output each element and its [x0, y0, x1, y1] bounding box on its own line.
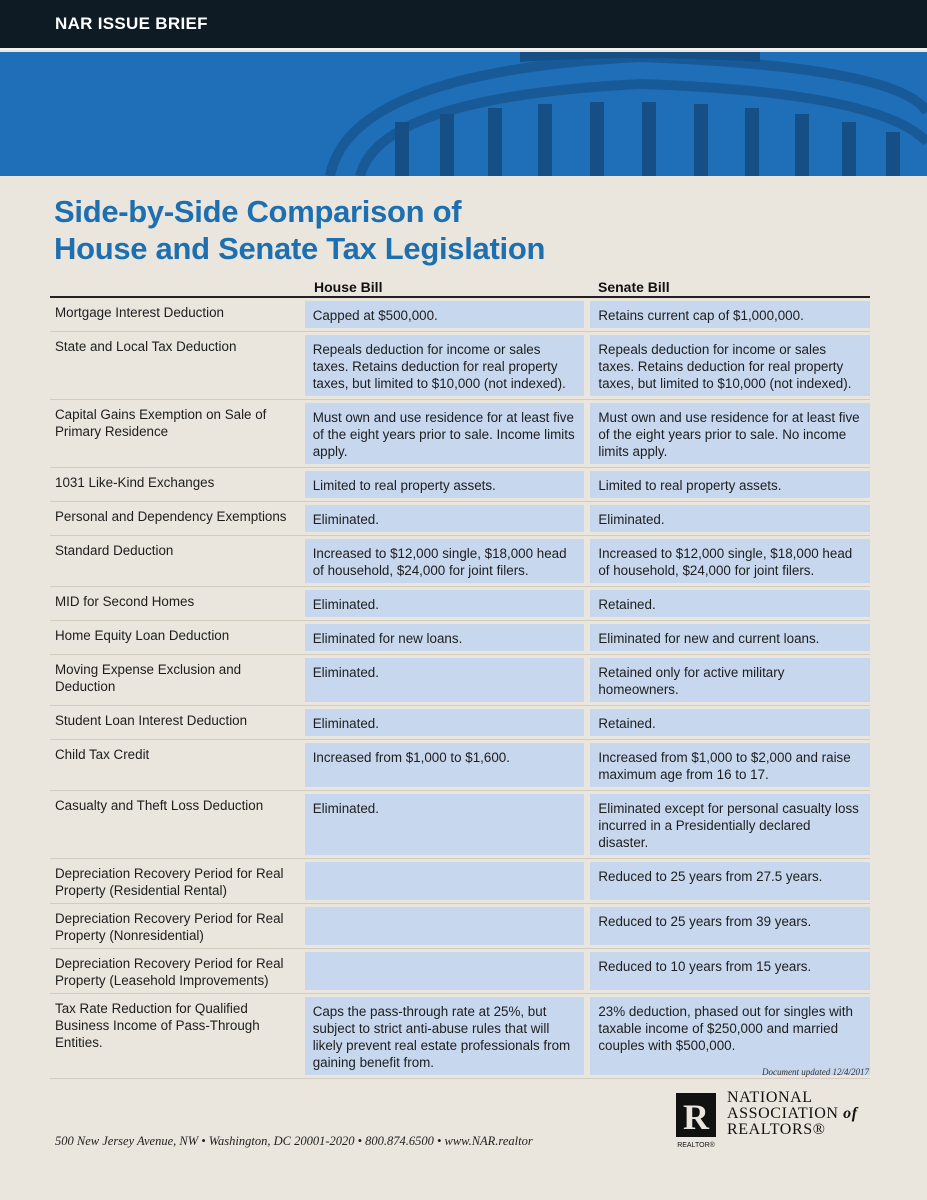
row-label: Home Equity Loan Deduction [55, 628, 230, 643]
row-label: Depreciation Recovery Period for Real Property (Residential Rental) [55, 866, 284, 898]
senate-bill-cell: Eliminated for new and current loans. [590, 624, 870, 651]
realtor-mark-caption: REALTOR® [677, 1142, 715, 1149]
table-row [50, 655, 870, 706]
issue-brief-label: NAR ISSUE BRIEF [55, 14, 208, 33]
row-label: Standard Deduction [55, 543, 174, 558]
row-label: Child Tax Credit [55, 747, 150, 762]
row-label: State and Local Tax Deduction [55, 339, 237, 354]
senate-bill-cell: Retained. [590, 709, 870, 736]
senate-bill-cell: Limited to real property assets. [590, 471, 870, 498]
row-label: MID for Second Homes [55, 594, 195, 609]
table-row [50, 904, 870, 949]
table-row [50, 502, 870, 536]
senate-bill-cell: Eliminated except for personal casualty loss incurred in a Presidentially declared disaster. [590, 794, 870, 855]
senate-bill-cell: Retained only for active military homeowners. [590, 658, 870, 702]
table-row [50, 587, 870, 621]
senate-bill-cell: Eliminated. [590, 505, 870, 532]
row-label: Moving Expense Exclusion and Deduction [55, 662, 242, 694]
house-bill-cell: Eliminated. [305, 794, 585, 855]
house-bill-cell: Caps the pass-through rate at 25%, but subject to strict anti-abuse rules that will likely prevent real estate professionals from gaining benefit from. [305, 997, 585, 1075]
updated-note: Document updated 12/4/2017 [762, 1067, 869, 1077]
senate-bill-cell: Repeals deduction for income or sales taxes. Retains deduction for real property taxes, but limited to $10,000 (not indexed). [590, 335, 870, 396]
house-bill-cell: Limited to real property assets. [305, 471, 585, 498]
table-row [50, 468, 870, 502]
senate-bill-header: Senate Bill [598, 279, 670, 295]
row-label: Capital Gains Exemption on Sale of Primary Residence [55, 407, 267, 439]
table-row [50, 621, 870, 655]
wordmark-line-1: NATIONAL [727, 1089, 813, 1106]
table-row [50, 536, 870, 587]
senate-bill-cell: Must own and use residence for at least five of the eight years prior to sale. No income limits apply. [590, 403, 870, 464]
table-row [50, 859, 870, 904]
house-bill-cell: Eliminated. [305, 658, 585, 702]
row-label: Tax Rate Reduction for Qualified Business Income of Pass-Through Entities. [55, 1001, 260, 1050]
row-label: 1031 Like-Kind Exchanges [55, 475, 215, 490]
house-bill-cell: Increased from $1,000 to $1,600. [305, 743, 585, 787]
house-bill-cell: Must own and use residence for at least five of the eight years prior to sale. Income limits apply. [305, 403, 585, 464]
row-label: Depreciation Recovery Period for Real Property (Leasehold Improvements) [55, 956, 284, 988]
capitol-dome-graphic [0, 52, 927, 176]
senate-bill-cell: Increased from $1,000 to $2,000 and raise maximum age from 16 to 17. [590, 743, 870, 787]
senate-bill-cell: Reduced to 10 years from 15 years. [590, 952, 870, 990]
house-bill-cell: Eliminated for new loans. [305, 624, 585, 651]
house-bill-cell: Eliminated. [305, 709, 585, 736]
row-label: Casualty and Theft Loss Deduction [55, 798, 264, 813]
comparison-table [50, 298, 870, 1079]
wordmark-of: of [843, 1105, 858, 1122]
top-bar [0, 0, 927, 50]
senate-bill-cell: Retained. [590, 590, 870, 617]
footer-address: 500 New Jersey Avenue, NW • Washington, DC 20001-2020 • 800.874.6500 • www.NAR.realtor [55, 1134, 533, 1148]
senate-bill-cell: Reduced to 25 years from 39 years. [590, 907, 870, 945]
house-bill-cell: Eliminated. [305, 505, 585, 532]
house-bill-header: House Bill [314, 279, 383, 295]
row-label: Depreciation Recovery Period for Real Property (Nonresidential) [55, 911, 284, 943]
table-row [50, 298, 870, 332]
senate-bill-cell: 23% deduction, phased out for singles with taxable income of $250,000 and married couples with $500,000. [590, 997, 870, 1075]
row-label: Personal and Dependency Exemptions [55, 509, 287, 524]
wordmark-line-3: REALTORS® [727, 1121, 826, 1138]
row-label: Mortgage Interest Deduction [55, 305, 224, 320]
title-line-1: Side-by-Side Comparison of [54, 194, 462, 229]
title-line-2: House and Senate Tax Legislation [54, 231, 546, 266]
house-bill-cell: Repeals deduction for income or sales taxes. Retains deduction for real property taxes, but limited to $10,000 (not indexed). [305, 335, 585, 396]
house-bill-cell [305, 862, 585, 900]
senate-bill-cell: Increased to $12,000 single, $18,000 head of household, $24,000 for joint filers. [590, 539, 870, 583]
page-title [54, 193, 545, 267]
table-row [50, 332, 870, 400]
table-row [50, 791, 870, 859]
house-bill-cell: Increased to $12,000 single, $18,000 head of household, $24,000 for joint filers. [305, 539, 585, 583]
house-bill-cell [305, 907, 585, 945]
nar-wordmark [727, 1090, 858, 1138]
wordmark-line-2: ASSOCIATION [727, 1105, 839, 1122]
realtor-r-logo [674, 1093, 718, 1149]
senate-bill-cell: Reduced to 25 years from 27.5 years. [590, 862, 870, 900]
table-row [50, 706, 870, 740]
table-row [50, 994, 870, 1079]
table-row [50, 400, 870, 468]
realtor-r-letter: R [683, 1097, 709, 1137]
table-row [50, 740, 870, 791]
capitol-dome-banner [0, 52, 927, 176]
row-label: Student Loan Interest Deduction [55, 713, 248, 728]
table-row [50, 949, 870, 994]
senate-bill-cell: Retains current cap of $1,000,000. [590, 301, 870, 328]
house-bill-cell: Capped at $500,000. [305, 301, 585, 328]
house-bill-cell [305, 952, 585, 990]
house-bill-cell: Eliminated. [305, 590, 585, 617]
